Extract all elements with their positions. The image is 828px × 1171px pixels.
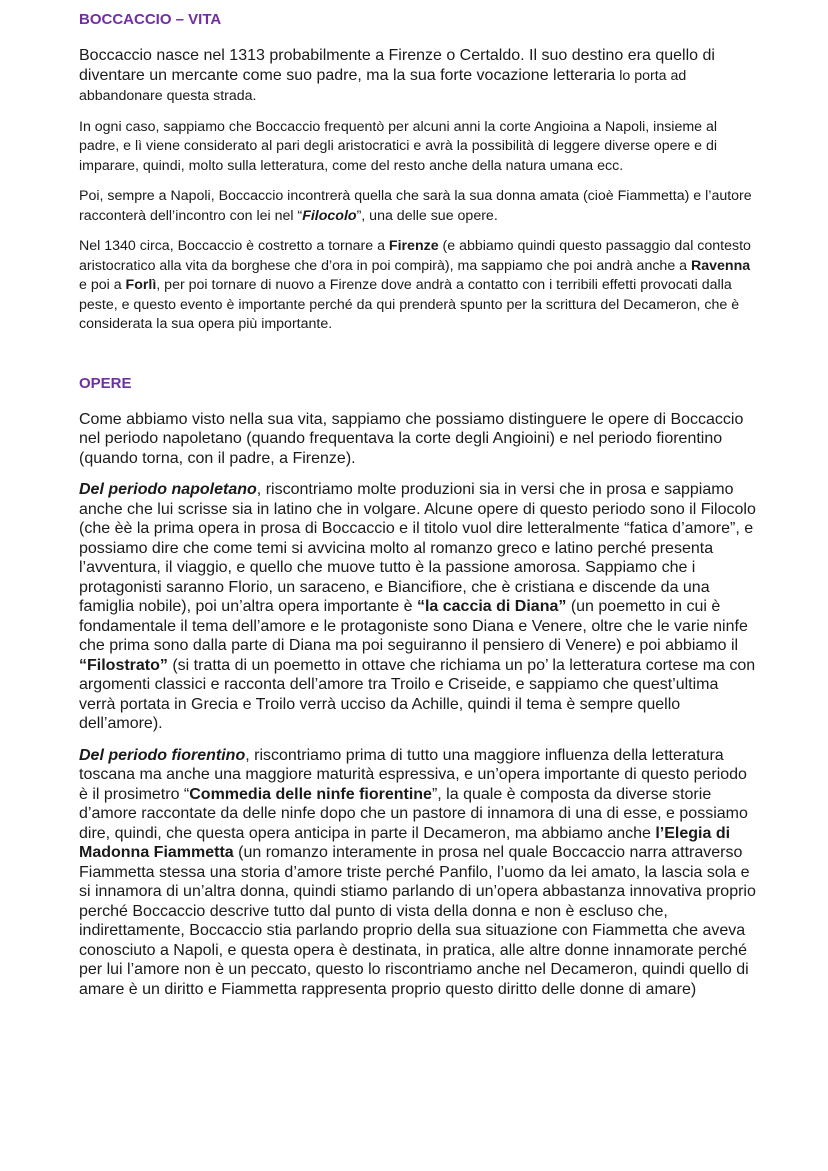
vita-paragraph-4: Nel 1340 circa, Boccaccio è costretto a tornare a Firenze (e abbiamo quindi questo passaggio dal contesto aristocratico alla vita da borghese che d’ora in poi compirà), ma sappiamo che poi andrà anche a Ravenna e poi a Forlì, per poi tornare di nuovo a Firenze dove andrà a contatto con i terribili effetti provocati dalla peste, e questo evento è importante perché da qui prenderà spunto per la scrittura del Decameron, che è considerata la sua opera più importante.	[79, 238, 751, 332]
commedia-ninfe: Commedia delle ninfe fiorentine	[189, 785, 432, 803]
periodo-fiorentino: Del periodo fiorentino	[79, 746, 246, 764]
elegia-fiammetta: l’Elegia di Madonna Fiammetta	[79, 824, 731, 861]
opere-paragraph-3: Del periodo fiorentino, riscontriamo prima di tutto una maggiore influenza della letteratura toscana ma anche una maggiore maturità espressiva, e un’opera importante di questo periodo è il prosimetro “Commedia delle ninfe fiorentine”, la quale è composta da diverse storie d’amore raccontate da delle ninfe dopo che un pastore di innamora di una di esse, e possiamo dire, quindi, che questa opera anticipa in parte il Decameron, ma abbiamo anche l’Elegia di Madonna Fiammetta (un romanzo interamente in prosa nel quale Boccaccio narra attraverso Fiammetta stessa una storia d’amore triste perché Panfilo, l’uomo da lei amato, la lascia sola e si innamora di un’altra donna, quindi stiamo parlando di un’opera abbastanza innovativa proprio perché Boccaccio descrive tutto dal punto di vista della donna e non è escluso che, indirettamente, Boccaccio stia parlando proprio della sua situazione con Fiammetta che aveva conosciuto a Napoli, e questa opera è destinata, in pratica, alle altre donne innamorate perché per lui l’amore non è un peccato, questo lo riscontriamo anche nel Decameron, quindi quello di amare è un diritto e Fiammetta rappresenta proprio questo diritto delle donne di amare)	[79, 746, 756, 998]
heading-opere: OPERE	[79, 374, 132, 392]
ravenna-bold: Ravenna	[690, 257, 751, 274]
opere-paragraph-1: Come abbiamo visto nella sua vita, sappiamo che possiamo distinguere le opere di Boccaccio nel periodo napoletano (quando frequentava la corte degli Angioini) e nel periodo fiorentino (quando torna, con il padre, a Firenze).	[79, 410, 744, 467]
firenze-bold: Firenze	[388, 238, 439, 254]
periodo-napoletano: Del periodo napoletano	[79, 481, 257, 498]
vita-paragraph-3: Poi, sempre a Napoli, Boccaccio incontrerà quella che sarà la sua donna amata (cioè Fiammetta) e l’autore racconterà dell’incontro con lei nel “Filocolo”, una delle sue opere.	[79, 188, 752, 224]
opere-paragraph-2: Del periodo napoletano, riscontriamo molte produzioni sia in versi che in prosa e sappiamo anche che lui scrisse sia in latino che in volgare. Alcune opere di questo periodo sono il Filocolo (che èè la prima opera in prosa di Boccaccio e il titolo vuol dire letteralmente “fatica d’amore”, e possiamo dire che come temi si avvicina molto al romanzo greco e latino perché presenta l’avventura, il viaggio, e quello che muove tutto è la passione amorosa. Sappiamo che i protagonisti saranno Florio, un saraceno, e Biancifiore, che è cristiana e discende da una famiglia nobile), poi un’altra opera importante è “la caccia di Diana” (un poemetto in cui è fondamentale il tema dell’amore e le protagoniste sono Diana e Venere, oltre che le varie ninfe che prima sono dalla parte di Diana ma poi seguiranno il pensiero di Venere) e poi abbiamo il “Filostrato” (si tratta di un poemetto in ottave che richiama un po’ la letteratura cortese ma con argomenti classici e racconta dell’amore tra Troilo e Criseide, e sappiamo che quest’ultima verrà portata in Grecia e Troilo verrà ucciso da Achille, quindi il tema è sempre quello dell’amore).	[79, 481, 756, 732]
document-page	[79, 8, 759, 999]
filostrato: “Filostrato”	[79, 656, 168, 674]
caccia-di-diana: “la caccia di Diana”	[416, 598, 567, 615]
heading-vita: BOCCACCIO – VITA	[79, 11, 222, 28]
forli-bold: Forlì	[125, 277, 157, 293]
vita-paragraph-2: In ogni caso, sappiamo che Boccaccio frequentò per alcuni anni la corte Angioina a Napoli, insieme al padre, e lì viene considerato al pari degli aristocratici e avrà la possibilità di leggere diverse opere e di imparare, quindi, molto sulla letteratura, come del resto anche della natura umana ecc.	[79, 118, 718, 174]
vita-paragraph-1: Boccaccio nasce nel 1313 probabilmente a Firenze o Certaldo. Il suo destino era quello di diventare un mercante come suo padre, ma la sua forte vocazione letteraria lo porta ad abbandonare questa strada.	[79, 47, 715, 104]
filocolo-title: Filocolo	[302, 207, 357, 224]
